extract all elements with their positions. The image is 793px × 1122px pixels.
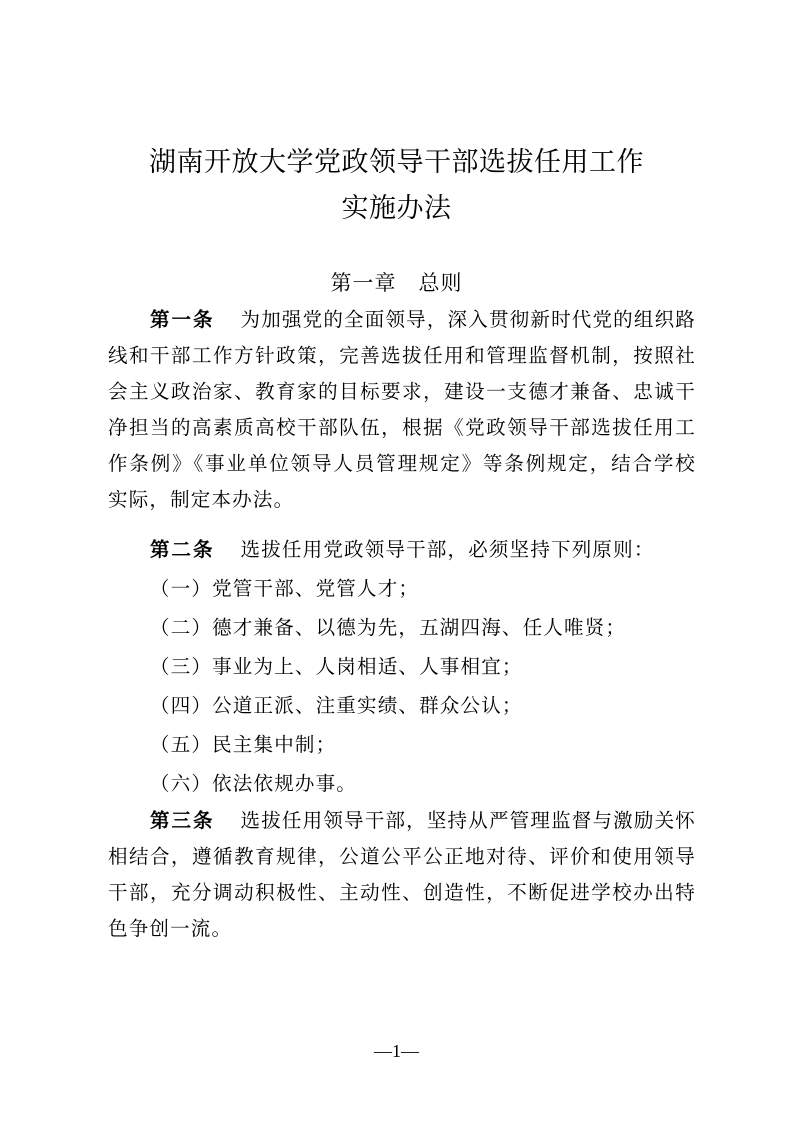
principle-item: （六）依法依规办事。 [150, 772, 358, 795]
chapter-name: 总则 [418, 271, 463, 295]
principle-item: （五）民主集中制； [150, 733, 337, 756]
article-2-label: 第二条 [150, 538, 215, 561]
chapter-heading [0, 267, 793, 297]
article-1 [108, 302, 696, 518]
article-3 [108, 803, 696, 947]
principle-item: （一）党管干部、党管人才； [150, 577, 420, 600]
page-number: —1— [374, 1041, 419, 1061]
article-2 [108, 532, 696, 568]
document-title-line-1: 湖南开放大学党政领导干部选拔任用工作 [149, 147, 644, 178]
article-3-text: 选拔任用领导干部，坚持从严管理监督与激励关怀相结合，遵循教育规律，公道公平公正地对待、评价和使用领导干部，充分调动积极性、主动性、创造性，不断促进学校办出特色争创一流。 [108, 809, 696, 940]
article-3-label: 第三条 [150, 809, 215, 832]
article-2-text: 选拔任用党政领导干部，必须坚持下列原则： [240, 538, 655, 561]
principle-item: （四）公道正派、注重实绩、群众公认； [150, 694, 523, 717]
chapter-number: 第一章 [330, 271, 397, 295]
article-1-label: 第一条 [150, 308, 215, 331]
principle-item: （三）事业为上、人岗相适、人事相宜； [150, 655, 523, 678]
document-title-line-2: 实施办法 [341, 193, 452, 224]
article-1-text: 为加强党的全面领导，深入贯彻新时代党的组织路线和干部工作方针政策，完善选拔任用和管理监督机制，按照社会主义政治家、教育家的目标要求，建设一支德才兼备、忠诚干净担当的高素质高校干部队伍，根据《党政领导干部选拔任用工作条例》《事业单位领导人员管理规定》等条例规定，结合学校实际，制定本办法。 [108, 308, 696, 511]
principle-item: （二）德才兼备、以德为先，五湖四海、任人唯贤； [150, 616, 627, 639]
